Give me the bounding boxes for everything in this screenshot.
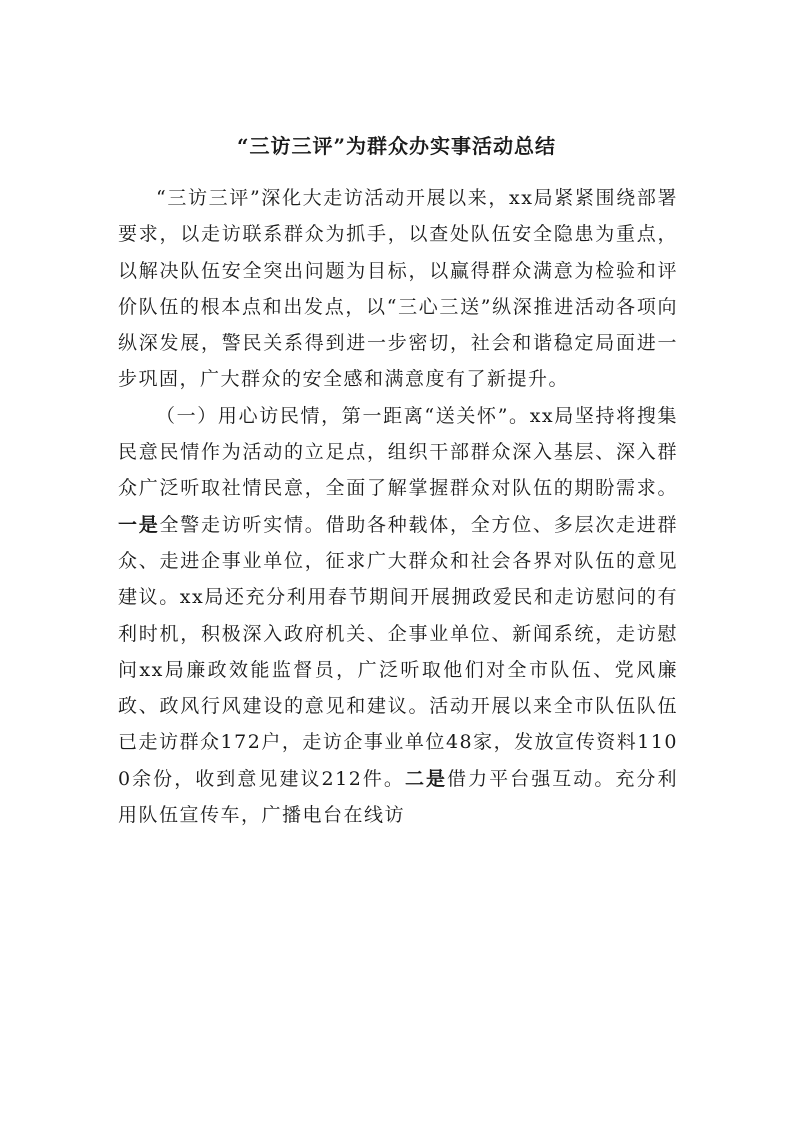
paragraph-text: 全警走访听实情。借助各种载体，全方位、多层次走进群众、走进企事业单位，征求广大群众和社会各界对队伍的意见建议。xx局还充分利用春节期间开展拥政爱民和走访慰问的有利时机，积极深入政府机关、企事业单位、新闻系统，走访慰问xx局廉政效能监督员，广泛听取他们对全市队伍、党风廉政、政风行风建设的意见和建议。活动开展以来全市队伍队伍已走访群众172户，走访企事业单位48家，发放宣传资料1100余份，收到意见建议212件。 bbox=[118, 513, 678, 790]
bold-marker-first: 一是 bbox=[118, 513, 160, 536]
paragraph-text: （一）用心访民情，第一距离“送关怀”。xx局坚持将搜集民意民情作为活动的立足点，组织干部群众深入基层、深入群众广泛听取社情民意，全面了解掌握群众对队伍的期盼需求。 bbox=[118, 404, 678, 500]
paragraph-text: 借力平台强互动。充分利用队伍宣传车，广播电台在线访 bbox=[118, 767, 678, 827]
document-body bbox=[118, 180, 678, 833]
paragraph-section-one bbox=[118, 398, 678, 834]
bold-marker-second: 二是 bbox=[404, 767, 448, 790]
paragraph-intro: “三访三评”深化大走访活动开展以来，xx局紧紧围绕部署要求，以走访联系群众为抓手，以查处队伍安全隐患为重点，以解决队伍安全突出问题为目标，以赢得群众满意为检验和评价队伍的根本点和出发点，以“三心三送”纵深推进活动各项向纵深发展，警民关系得到进一步密切，社会和谐稳定局面进一步巩固，广大群众的安全感和满意度有了新提升。 bbox=[118, 187, 678, 391]
document-title: “三访三评”为群众办实事活动总结 bbox=[236, 134, 556, 158]
